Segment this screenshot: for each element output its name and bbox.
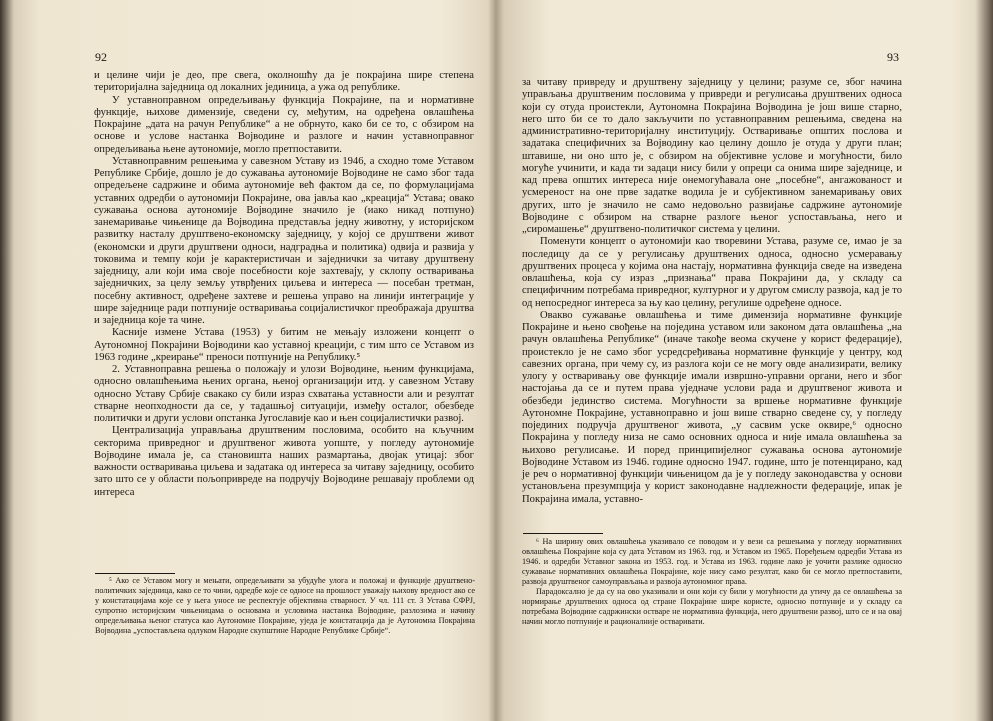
paragraph: Централизација управљања друштвеним пословима, особито на кључним секторима привредног и друштвеног живота уопште, у погледу аутономије Војводине имала је, са становишта наших размартања, двојак утицај: због важности остваривања циљева и задатака од интереса за читаву заједницу, особито зато што се у области пољопривреде на подручју Војводине решавају проблеми од интереса (94, 425, 474, 498)
footnote: Парадоксално је да су на ово указивали и они који су били у могућности да утичу да се овлашћења за нормирање друштвених односа од стране Покрајине шире користе, односно потпуније и у складу са потребама Војводине садржински остваре не нормативна функција, него друштвени развој, што се и на овај начин могло потпуније и рационалније остваривати. (522, 587, 902, 626)
paragraph: Уставноправним решењима у савезном Уставу из 1946, а сходно томе Уставом Републике Србије, дошло је до сужавања аутономије Војводине не само због тада опредељене садржине и обима аутономије већ фактом да се, по формулацијама уставних одредби о аутономији Покрајине, ова јавља као „креација“ Устава; овако сужавања основа аутономије Војводине значило је (иако никад потпуно) занемаривање чињенице да Војводина представља једну животну, у историјском развитку насталу друштвено-економску заједницу, у којој се друштвени живот (економски и други друштвени односи, надградња и политика) одвија и развија у токовима и темпу који је карактеристичан и заједнички за читаву друштвену заједницу, али који има своје посебности које захтевају, у склопу остваривања заједничких, за целу земљу утврђених циљева и интереса — посебан третман, посебну активност, одређене захтеве и решења управо на линији интеграције у шире заједнице ради потпуније остваривања социјалистичког преображаја друштва и заједница које та чине. (94, 155, 474, 326)
paragraph: 2. Уставноправна решења о положају и улози Војводине, њеним функцијама, односно овлашћењима њених органа, њеној организацији итд. у савезном Уставу односно Уставу Србије свакако су били израз схватања уставности али и резултат стварне неопходности да се, у тадашњој ситуацији, између осталог, обезбеде политички и други услови опстанка Југославије као и њен социјалистички развој. (94, 364, 474, 424)
left-page-body (94, 70, 474, 499)
footnote: ⁶ На ширину ових овлашћења указивало се поводом и у вези са решењима у погледу нормативних овлашћења Покрајине која су дата Уставом из 1963. год. и Уставом из 1965. Поређењем одредби Устава из 1946. и одредби Уставног закона из 1953. год. и Устава из 1963. године лако је уочити разлике односно сужавање нормативних овлашћења Покрајине, које нису само резултат, како би се могло претпоставити, развоја друштвеног самоуправљања и развоја аутономног права. (522, 537, 902, 586)
left-page-footnotes (95, 576, 475, 636)
paragraph: У уставноправном опредељивању функција Покрајине, па и нормативне функције, њихове димензије, сведени су, међутим, на одређена овлашћења Покрајине „дата на рачун Републике“ а не обрнуто, како би се то, с обзиром на основе и услове настанка Војводине и разлоге и начин уставноправног опредељивања њене аутономије, могло претпоставити. (94, 94, 474, 155)
paragraph: и целине чији је део, пре свега, околношћу да је покрајина шире степена територијална заједница од локалних јединица, а ужа од републике. (94, 70, 474, 94)
footnote-separator (523, 533, 603, 534)
right-page-body (522, 77, 902, 506)
left-page-number: 92 (95, 50, 107, 64)
left-page (0, 0, 496, 721)
footnote: ⁵ Ако се Уставом могу и мењати, опредељивати за убудуће улога и положај и функције друштвено-политичких заједница, како се то чини, одредбе које се односе на прошлост уважају њихову вредност ако се у констатацијама које се у њега уносе не респектује објективна стварност. У чл. 111 ст. 3 Устава СФРЈ, супротно историјским чињеницама о основама и условима настанка Војводине, разлозима и начину опредељивања њеног статуса као Аутономне Покрајине, уједа је констатација да је Аутономна Покрајина Војводина „успостављена одлуком Народне скупштине Народне Републике Србије“. (95, 576, 475, 635)
footnote-separator (95, 573, 175, 574)
paragraph: Поменути концепт о аутономији као творевини Устава, разуме се, имао је за последицу да се у регулисању друштвених односа, односно усмеравању друштвених процеса у којима она настају, нормативна функција сведе на изведена овлашћења, која су израз „признања“ права Покрајини да, у складу са специфичним потребама привредног, културног и у другом смислу развоја, кад је то од непосредног интереса за њу као целину, регулише одређене односе. (522, 236, 902, 309)
right-page (497, 0, 993, 721)
right-page-number: 93 (887, 50, 899, 64)
right-page-footnotes (522, 537, 902, 627)
paragraph: Касније измене Устава (1953) у битим не мењају изложени концепт о Аутономној Покрајини Војводини као уставној креацији, с тим што се Уставом из 1963 године „креирање“ преноси потпуније на Републику.⁵ (94, 327, 474, 363)
paragraph: за читаву привреду и друштвену заједницу у целини; разуме се, због начина управљања друштвеним пословима у привреди и регулисања друштвених односа који су отуда проистекли, Аутономна Покрајина Војводина је још више старно, него што би се то дало закључити по уставноправним решењима, сведена на административно-територијалну институцију. Остваривање општих послова и задатака специфичних за Војводину као целину дошло је отуда у други план; штавише, ни оно што је, с обзиром на објективне услове и могућности, било могуће учинити, и када ти задаци нису били у опреци са онима шире заједнице, и кад прева општих интереса није онемогућавала оне „посебне“, ангажованост и усмереност на оне прве задатке водила је и субјективном занемаривању ових других, што је значило не само недовољно развијање садржине аутономије Војводине с обзиром на стварне разлоге њеног успостављања, него и „сиромашење“ друштвено-политичког система у целини. (522, 77, 902, 235)
paragraph: Овакво сужавање овлашћења и тиме димензија нормативне функције Покрајине и њено свођење на поједина уставом или законом дата овлашћења „на рачун овлашћења Републике“ (иначе такође веома скучене у корист федерације), проистекло је не само због усредсређивања нормативне функције у центру, код савезних органа, при чему су, из разлога који се не могу овде анализирати, велику улогу у остваривању ове функције имали извршно-управни органи, него и због настојања да се и путем права уједначе услови рада и друштвеног живота и обезбеди јединство система. Могућности за вршење нормативне функције Аутономне Покрајине, уставноправно и још више стварно сведене су, у погледу појединих подручја друштвеног живота, „у сасвим уске оквире,⁶ односно Покрајина у погледу низа не само основних односа и није имала овлашћења за њихово регулисање. И поред принципијелног сужавања основа аутономије Војводине Уставом из 1946. године односно 1947. године, што је потенцирано, кад је реч о нормативној функцији чињеницом да је у погледу законодавства у основи установљена презумпција у корист законодавне надлежности федерације, ипак је Покрајина имала, уставно- (522, 309, 902, 505)
